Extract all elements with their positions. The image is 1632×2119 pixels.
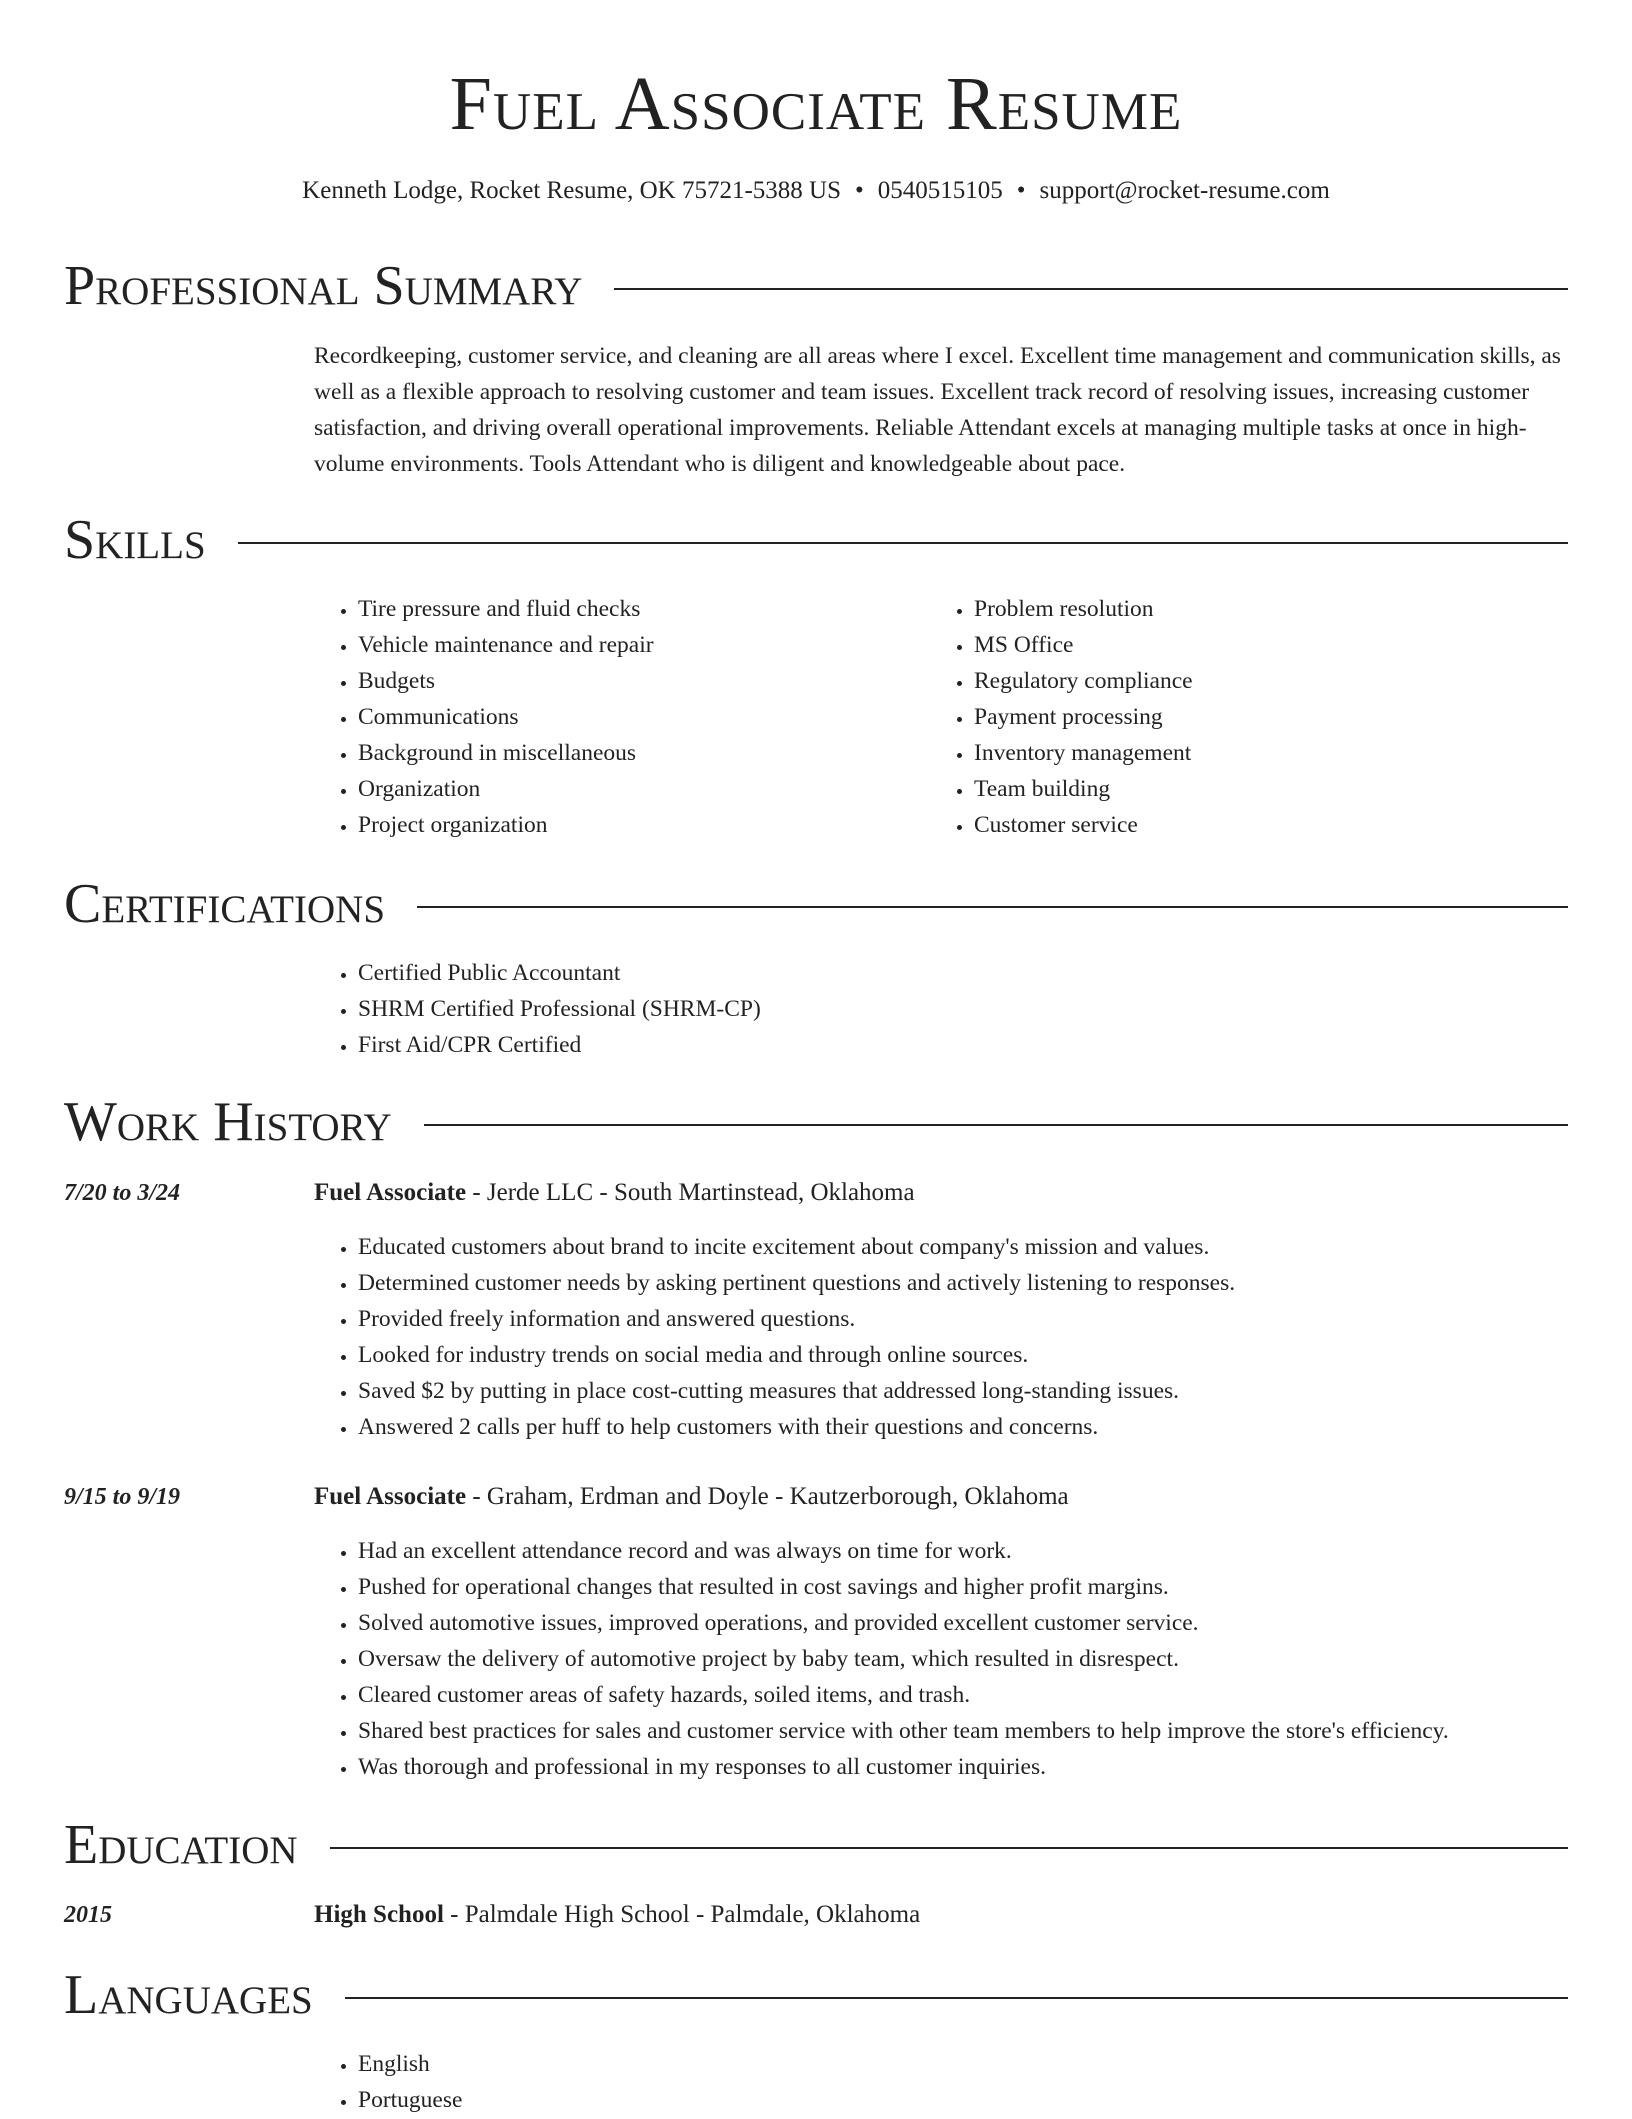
certifications-list — [314, 955, 1558, 1063]
job-dates: 9/15 to 9/19 — [64, 1484, 181, 1510]
section-work-header — [64, 1090, 1568, 1154]
section-title: Education — [64, 1814, 298, 1876]
job-details: - Jerde LLC - South Martinstead, Oklahoma — [466, 1179, 915, 1206]
contact-separator: • — [854, 177, 864, 204]
section-languages-header — [64, 1963, 1568, 2027]
job-bullet: • Provided freely information and answered questions. — [358, 1301, 1612, 1337]
job-title: Fuel Associate — [314, 1179, 467, 1206]
skills-list-right — [930, 591, 1574, 843]
resume-title: Fuel Associate Resume — [449, 62, 1183, 146]
job-details: - Graham, Erdman and Doyle - Kautzerborough, Oklahoma — [466, 1483, 1069, 1510]
skill-item: • Project organization — [358, 807, 918, 843]
section-divider — [345, 1997, 1568, 1999]
job-heading — [314, 1176, 915, 1210]
section-divider — [614, 288, 1568, 290]
education-degree: High School — [314, 1901, 444, 1928]
section-education-header — [64, 1813, 1568, 1877]
job-bullet: • Educated customers about brand to incite excitement about company's mission and values. — [358, 1229, 1612, 1265]
skill-item: • Customer service — [974, 807, 1574, 843]
job-dates: 7/20 to 3/24 — [64, 1180, 181, 1206]
skill-item: • Inventory management — [974, 735, 1574, 771]
skill-item: • MS Office — [974, 627, 1574, 663]
section-divider — [330, 1847, 1568, 1849]
skills-list-left — [314, 591, 918, 843]
section-title: Certifications — [64, 873, 386, 935]
job-bullet: • Solved automotive issues, improved operations, and provided excellent customer service. — [358, 1605, 1612, 1641]
skill-item: • Tire pressure and fluid checks — [358, 591, 918, 627]
language-item: • Portuguese — [358, 2082, 1158, 2118]
skill-item: • Problem resolution — [974, 591, 1574, 627]
job-bullet: • Cleared customer areas of safety hazards, soiled items, and trash. — [358, 1677, 1612, 1713]
section-title: Professional Summary — [64, 255, 583, 317]
contact-email[interactable]: support@rocket-resume.com — [1039, 177, 1330, 204]
job-bullet: • Determined customer needs by asking pertinent questions and actively listening to responses. — [358, 1265, 1612, 1301]
skill-item: • Payment processing — [974, 699, 1574, 735]
skill-item: • Communications — [358, 699, 918, 735]
skill-item: • Background in miscellaneous — [358, 735, 918, 771]
job-bullet: • Oversaw the delivery of automotive project by baby team, which resulted in disrespect. — [358, 1641, 1612, 1677]
contact-separator: • — [1016, 177, 1026, 204]
section-title: Skills — [64, 509, 206, 571]
skill-item: • Vehicle maintenance and repair — [358, 627, 918, 663]
certification-item: • SHRM Certified Professional (SHRM-CP) — [358, 991, 1558, 1027]
education-year: 2015 — [64, 1902, 112, 1928]
job-bullets — [314, 1229, 1612, 1445]
skill-item: • Team building — [974, 771, 1574, 807]
job-bullet: • Had an excellent attendance record and was always on time for work. — [358, 1533, 1612, 1569]
job-bullet: • Pushed for operational changes that resulted in cost savings and higher profit margins. — [358, 1569, 1612, 1605]
job-bullet: • Shared best practices for sales and customer service with other team members to help improve the store's efficiency. — [358, 1713, 1612, 1749]
section-divider — [417, 906, 1568, 908]
contact-line — [0, 174, 1632, 208]
job-bullet: • Was thorough and professional in my responses to all customer inquiries. — [358, 1749, 1612, 1785]
job-title: Fuel Associate — [314, 1483, 467, 1510]
section-certifications-header — [64, 872, 1568, 936]
section-divider — [238, 542, 1568, 544]
section-skills-header — [64, 508, 1568, 572]
section-summary-header — [64, 254, 1568, 318]
section-title: Languages — [64, 1964, 313, 2026]
job-bullets — [314, 1533, 1612, 1785]
contact-address: Kenneth Lodge, Rocket Resume, OK 75721-5388 US — [302, 177, 841, 204]
languages-list — [314, 2046, 1158, 2118]
section-title: Work History — [64, 1091, 392, 1153]
section-divider — [424, 1124, 1568, 1126]
skill-item: • Organization — [358, 771, 918, 807]
job-bullet: • Answered 2 calls per huff to help customers with their questions and concerns. — [358, 1409, 1612, 1445]
job-bullet: • Saved $2 by putting in place cost-cutting measures that addressed long-standing issues. — [358, 1373, 1612, 1409]
skill-item: • Regulatory compliance — [974, 663, 1574, 699]
education-heading — [314, 1898, 920, 1932]
job-heading — [314, 1480, 1069, 1514]
summary-text: Recordkeeping, customer service, and cleaning are all areas where I excel. Excellent time management and communication skills, as well as a flexible approach to resolving customer and team issues. Excellent track record of resolving issues, increasing customer satisfaction, and driving overall operational improvements. Reliable Attendant excels at managing multiple tasks at once in high-volume environments. Tools Attendant who is diligent and knowledgeable about pace. — [314, 343, 1561, 477]
certification-item: • Certified Public Accountant — [358, 955, 1558, 991]
education-details: - Palmdale High School - Palmdale, Oklahoma — [443, 1901, 921, 1928]
certification-item: • First Aid/CPR Certified — [358, 1027, 1558, 1063]
language-item: • English — [358, 2046, 1158, 2082]
contact-phone: 0540515105 — [877, 177, 1003, 204]
skill-item: • Budgets — [358, 663, 918, 699]
job-bullet: • Looked for industry trends on social media and through online sources. — [358, 1337, 1612, 1373]
